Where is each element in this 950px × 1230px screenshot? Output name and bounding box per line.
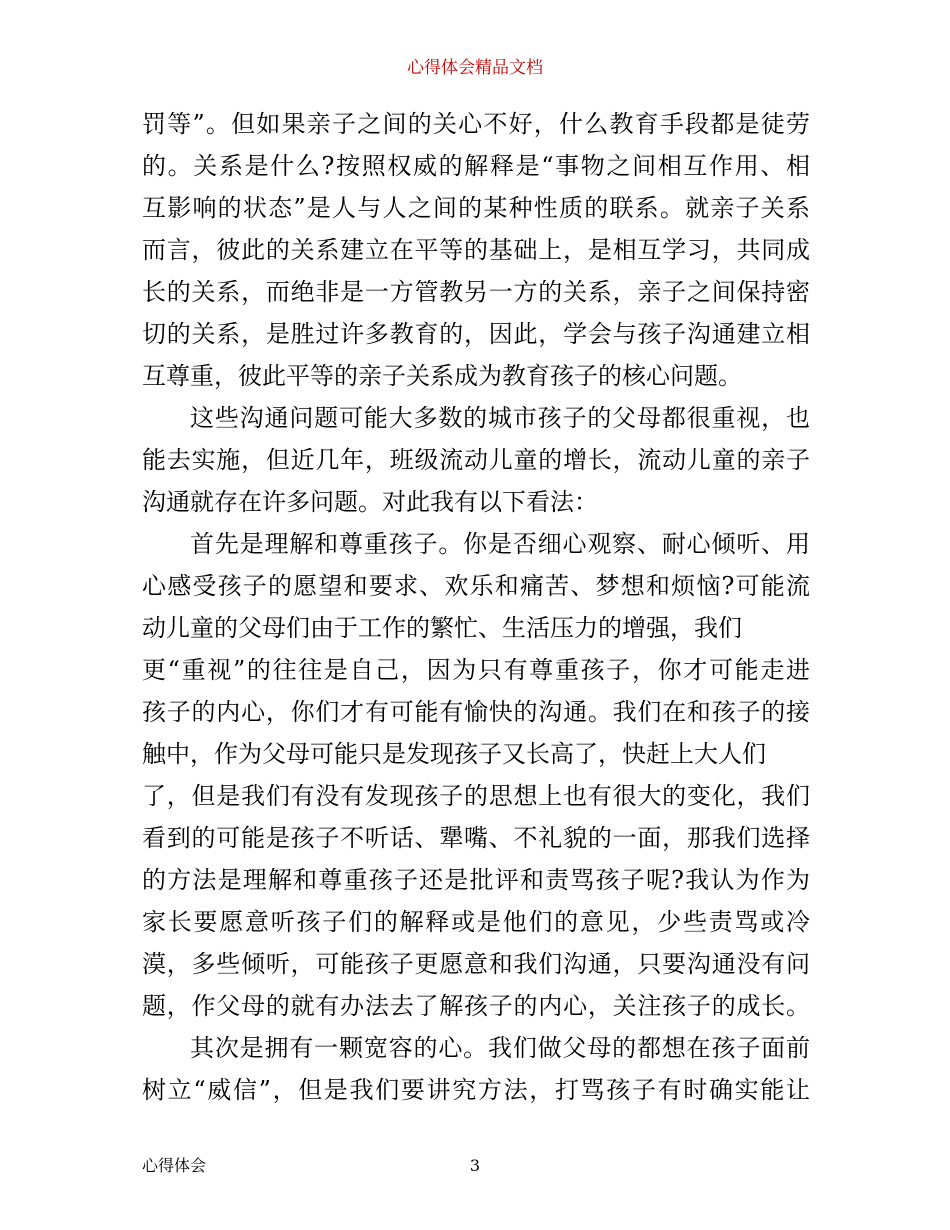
text-line: 这些沟通问题可能大多数的城市孩子的父母都很重视，也 xyxy=(190,404,810,432)
text-line: 互尊重，彼此平等的亲子关系成为教育孩子的核心问题。 xyxy=(142,362,742,390)
text-line: 更“重视”的往往是自己，因为只有尊重孩子，你才可能走进 xyxy=(142,656,810,684)
text-line: 了，但是我们有没有发现孩子的思想上也有很大的变化，我们 xyxy=(142,782,810,810)
text-line: 的。关系是什么?按照权威的解释是“事物之间相互作用、相 xyxy=(142,152,810,180)
text-line: 的方法是理解和尊重孩子还是批评和责骂孩子呢?我认为作为 xyxy=(142,866,810,894)
document-body xyxy=(142,103,810,1111)
page-number: 3 xyxy=(469,1156,481,1175)
text-line: 题，作父母的就有办法去了解孩子的内心，关注孩子的成长。 xyxy=(142,992,810,1020)
text-line: 而言，彼此的关系建立在平等的基础上，是相互学习，共同成 xyxy=(142,236,810,264)
text-line: 切的关系，是胜过许多教育的，因此，学会与孩子沟通建立相 xyxy=(142,320,810,348)
page-footer-label: 心得体会 xyxy=(142,1156,207,1175)
text-line: 心感受孩子的愿望和要求、欢乐和痛苦、梦想和烦恼?可能流 xyxy=(142,572,810,600)
text-line: 漠，多些倾听，可能孩子更愿意和我们沟通，只要沟通没有问 xyxy=(142,950,810,978)
text-line: 树立“威信”，但是我们要讲究方法，打骂孩子有时确实能让 xyxy=(142,1076,810,1104)
text-line: 看到的可能是孩子不听话、犟嘴、不礼貌的一面，那我们选择 xyxy=(142,824,810,852)
text-line: 其次是拥有一颗宽容的心。我们做父母的都想在孩子面前 xyxy=(190,1034,810,1062)
text-line: 互影响的状态”是人与人之间的某种性质的联系。就亲子关系 xyxy=(142,194,810,222)
text-line: 长的关系，而绝非是一方管教另一方的关系，亲子之间保持密 xyxy=(142,278,810,306)
text-line: 动儿童的父母们由于工作的繁忙、生活压力的增强，我们 xyxy=(142,614,742,642)
text-line: 孩子的内心，你们才有可能有愉快的沟通。我们在和孩子的接 xyxy=(142,698,810,726)
text-line: 能去实施，但近几年，班级流动儿童的增长，流动儿童的亲子 xyxy=(142,446,810,474)
text-line: 沟通就存在许多问题。对此我有以下看法： xyxy=(142,488,598,516)
text-line: 触中，作为父母可能只是发现孩子又长高了，快赶上大人们 xyxy=(142,740,766,768)
text-line: 罚等”。但如果亲子之间的关心不好，什么教育手段都是徒劳 xyxy=(142,110,810,138)
text-line: 家长要愿意听孩子们的解释或是他们的意见，少些责骂或冷 xyxy=(142,908,810,936)
page-header-title: 心得体会精品文档 xyxy=(407,58,543,78)
text-line: 首先是理解和尊重孩子。你是否细心观察、耐心倾听、用 xyxy=(190,530,810,558)
